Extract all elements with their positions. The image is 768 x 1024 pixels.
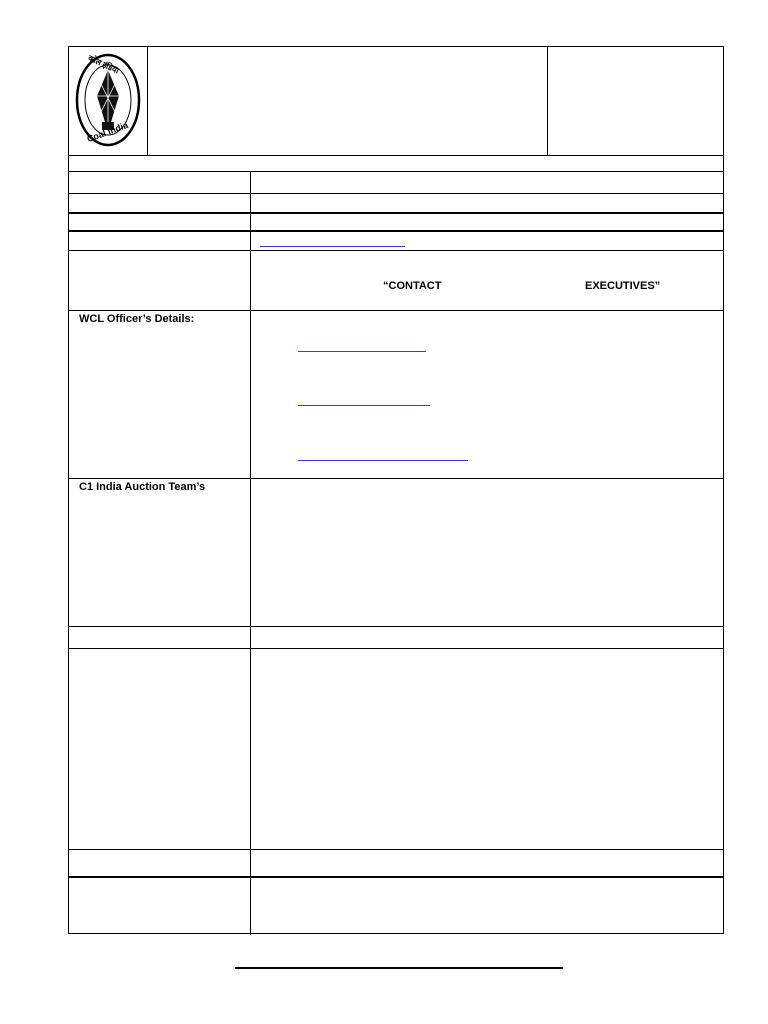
rule-10 [69,849,723,850]
officer-email-link-2[interactable] [298,405,430,406]
rule-1 [69,171,723,172]
logo-cell [69,47,147,155]
header-divider-left [147,47,148,155]
document-frame [68,46,724,934]
rule-2 [69,193,723,194]
column-divider [250,171,251,935]
logo-text-hindi: कोल इंडिया [86,53,121,76]
logo-text-english: Coal India [85,119,130,145]
header-divider-right [547,47,548,155]
rule-6 [69,310,723,311]
rule-7 [69,478,723,479]
rule-3 [69,212,723,214]
officer-email-link-3[interactable] [298,460,468,461]
c1-team-label: C1 India Auction Team’s [79,481,206,493]
rule-11 [69,876,723,878]
wcl-officers-label: WCL Officer’s Details: [79,313,195,325]
footer-rule [235,967,563,969]
contact-heading-right: EXECUTIVES” [585,280,661,292]
rule-8 [69,626,723,627]
rule-9 [69,648,723,649]
email-link[interactable] [260,246,405,247]
officer-email-link-1[interactable] [298,351,426,352]
contact-heading-left: “CONTACT [383,280,442,292]
rule-header-bottom [69,155,723,156]
rule-5 [69,250,723,251]
rule-4 [69,230,723,232]
